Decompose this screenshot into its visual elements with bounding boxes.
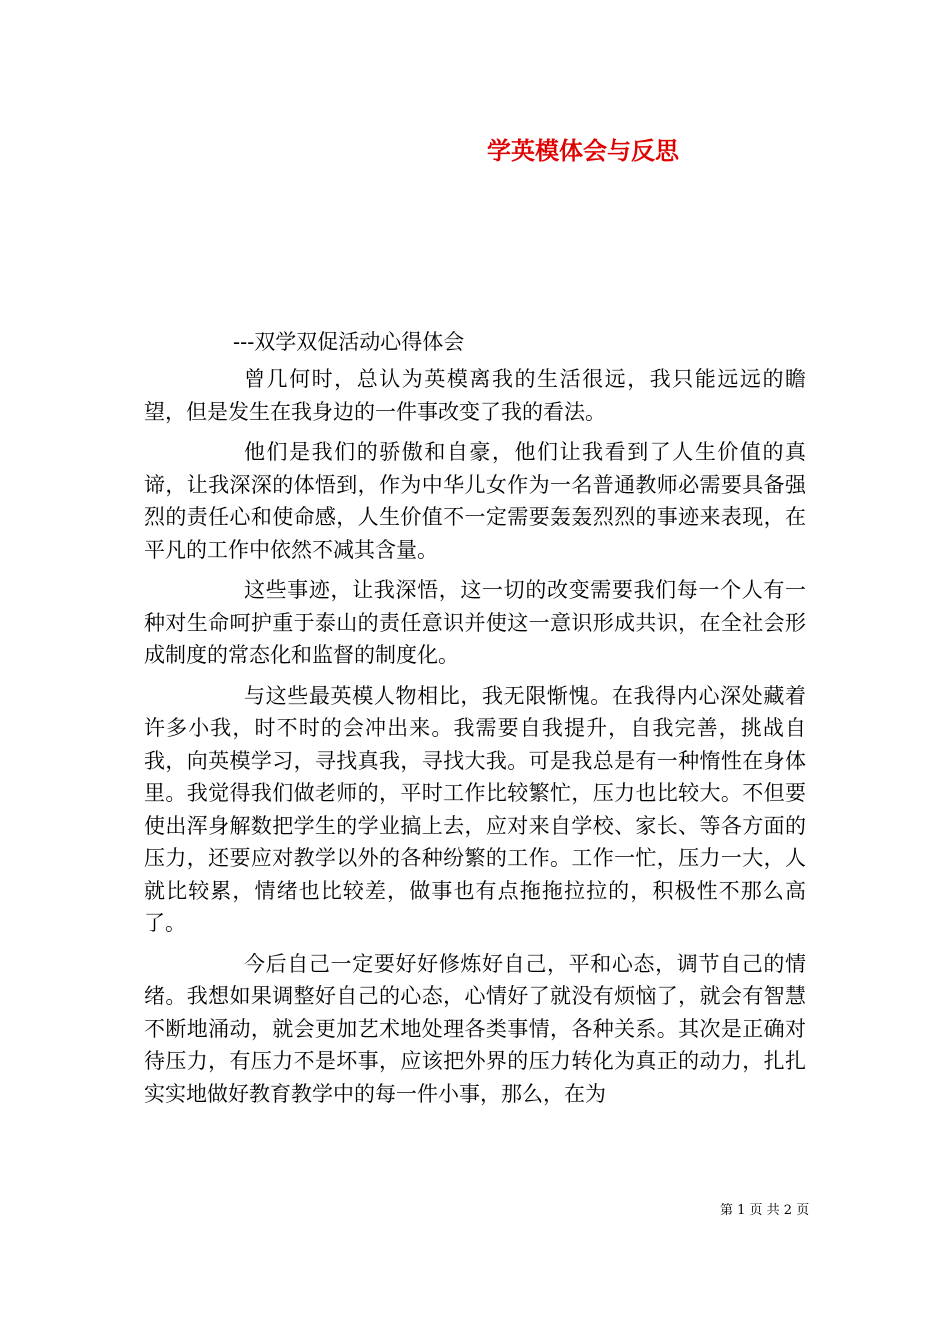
paragraph: 与这些最英模人物相比，我无限惭愧。在我得内心深处藏着许多小我，时不时的会冲出来。我需要自我提升，自我完善，挑战自我，向英模学习，寻找真我，寻找大我。可是我总是有一种惰性在身体里。我觉得我们做老师的，平时工作比较繁忙，压力也比较大。不但要使出浑身解数把学生的学业搞上去，应对来自学校、家长、等各方面的压力，还要应对教学以外的各种纷繁的工作。工作一忙，压力一大，人就比较累，情绪也比较差，做事也有点拖拖拉拉的，积极性不那么高了。 [144, 683, 806, 935]
paragraph: 这些事迹，让我深悟，这一切的改变需要我们每一个人有一种对生命呵护重于泰山的责任意识并使这一意识形成共识，在全社会形成制度的常态化和监督的制度化。 [144, 578, 806, 667]
paragraph: 他们是我们的骄傲和自豪，他们让我看到了人生价值的真谛，让我深深的体悟到，作为中华儿女作为一名普通教师必需要具备强烈的责任心和使命感，人生价值不一定需要轰轰烈烈的事迹来表现，在平凡的工作中依然不减其含量。 [144, 440, 806, 562]
document-body [144, 363, 806, 1118]
paragraph: 曾几何时，总认为英模离我的生活很远，我只能远远的瞻望，但是发生在我身边的一件事改变了我的看法。 [144, 367, 806, 424]
page-number-footer: 第 1 页 共 2 页 [720, 1203, 810, 1218]
paragraph: 今后自己一定要好好修炼好自己，平和心态，调节自己的情绪。我想如果调整好自己的心态，心情好了就没有烦恼了，就会有智慧不断地涌动，就会更加艺术地处理各类事情，各种关系。其次是正确对待压力，有压力不是坏事，应该把外界的压力转化为真正的动力，扎扎实实地做好教育教学中的每一件小事，那么，在为 [144, 951, 806, 1106]
document-title: 学英模体会与反思 [487, 136, 679, 165]
document-subtitle: ---双学双促活动心得体会 [233, 330, 465, 354]
